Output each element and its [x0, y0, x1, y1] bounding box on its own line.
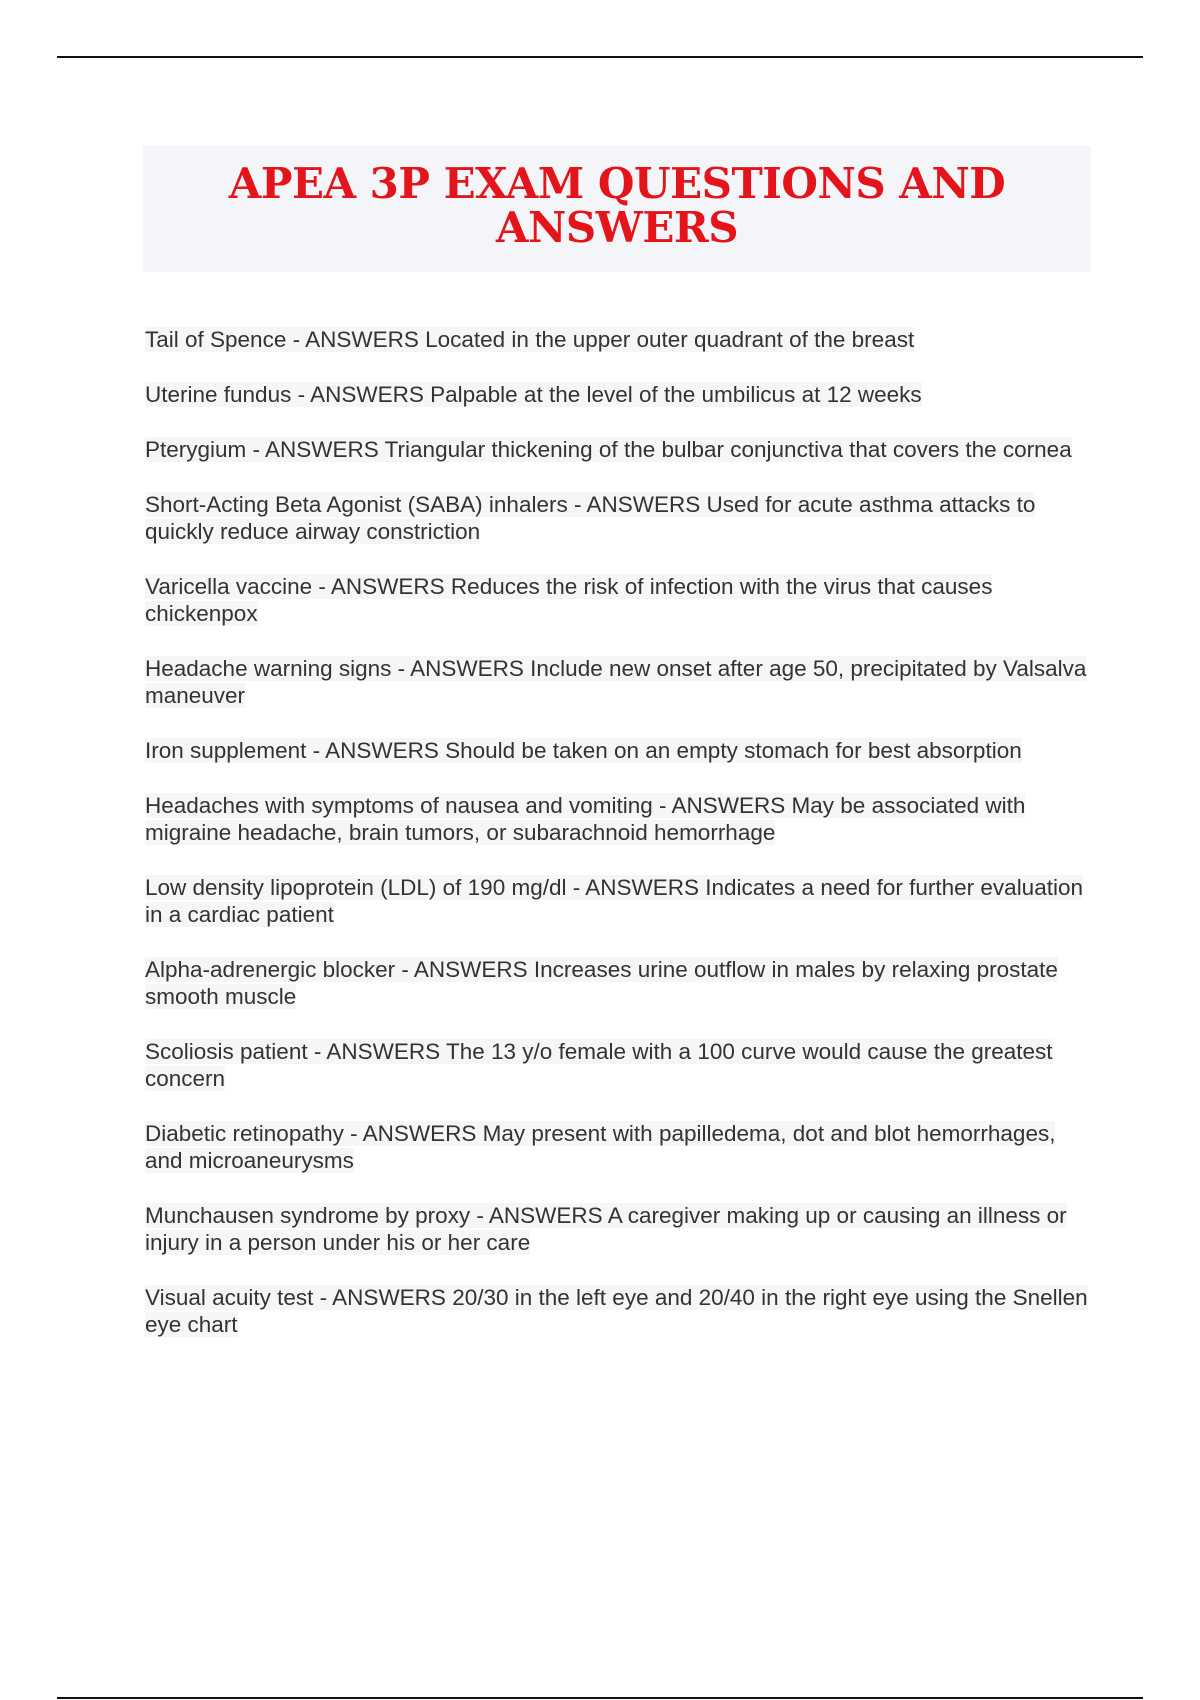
qa-item — [145, 436, 1095, 463]
qa-item-text: Tail of Spence - ANSWERS Located in the upper outer quadrant of the breast — [145, 327, 915, 352]
qa-item — [145, 381, 1095, 408]
qa-item — [145, 874, 1095, 928]
qa-item — [145, 1120, 1095, 1174]
qa-item — [145, 491, 1095, 545]
qa-item-text: Low density lipoprotein (LDL) of 190 mg/dl - ANSWERS Indicates a need for further evaluation in a cardiac patient — [145, 875, 1083, 927]
qa-item — [145, 326, 1095, 353]
qa-item-text: Headache warning signs - ANSWERS Include new onset after age 50, precipitated by Valsalva maneuver — [145, 656, 1087, 708]
qa-item-text: Short-Acting Beta Agonist (SABA) inhalers - ANSWERS Used for acute asthma attacks to quickly reduce airway constriction — [145, 492, 1036, 544]
qa-item-text: Headaches with symptoms of nausea and vomiting - ANSWERS May be associated with migraine headache, brain tumors, or subarachnoid hemorrhage — [145, 793, 1026, 845]
qa-item-text: Varicella vaccine - ANSWERS Reduces the risk of infection with the virus that causes chickenpox — [145, 574, 993, 626]
top-rule — [57, 56, 1143, 58]
qa-item — [145, 956, 1095, 1010]
qa-item-text: Visual acuity test - ANSWERS 20/30 in the left eye and 20/40 in the right eye using the Snellen eye chart — [145, 1285, 1088, 1337]
qa-item — [145, 737, 1095, 764]
qa-item — [145, 655, 1095, 709]
qa-item — [145, 1284, 1095, 1338]
qa-item-text: Scoliosis patient - ANSWERS The 13 y/o female with a 100 curve would cause the greatest concern — [145, 1039, 1053, 1091]
qa-item-text: Munchausen syndrome by proxy - ANSWERS A caregiver making up or causing an illness or injury in a person under his or her care — [145, 1203, 1067, 1255]
qa-item-text: Pterygium - ANSWERS Triangular thickening of the bulbar conjunctiva that covers the cornea — [145, 437, 1072, 462]
qa-item — [145, 1202, 1095, 1256]
qa-list — [145, 326, 1095, 1366]
qa-item — [145, 1038, 1095, 1092]
page-title-line-1: APEA 3P EXAM QUESTIONS AND — [228, 159, 1006, 208]
qa-item — [145, 792, 1095, 846]
qa-item-text: Uterine fundus - ANSWERS Palpable at the level of the umbilicus at 12 weeks — [145, 382, 922, 407]
qa-item-text: Iron supplement - ANSWERS Should be taken on an empty stomach for best absorption — [145, 738, 1022, 763]
qa-item-text: Alpha-adrenergic blocker - ANSWERS Increases urine outflow in males by relaxing prostate smooth muscle — [145, 957, 1058, 1009]
title-banner — [143, 146, 1091, 272]
qa-item — [145, 573, 1095, 627]
page-title-line-2: ANSWERS — [495, 203, 739, 252]
bottom-rule — [57, 1697, 1143, 1699]
qa-item-text: Diabetic retinopathy - ANSWERS May present with papilledema, dot and blot hemorrhages, and microaneurysms — [145, 1121, 1056, 1173]
